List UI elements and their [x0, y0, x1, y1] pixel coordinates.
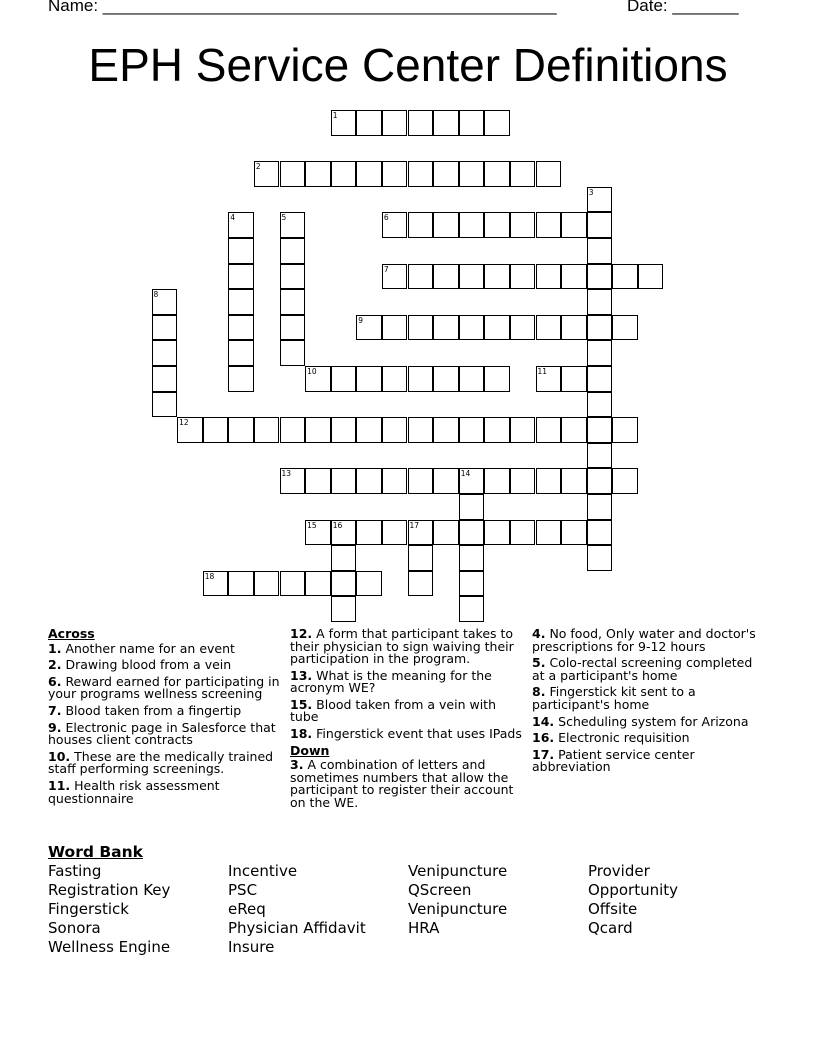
grid-cell[interactable]	[536, 212, 562, 238]
grid-cell[interactable]	[356, 315, 382, 341]
grid-cell[interactable]	[356, 571, 382, 597]
grid-cell[interactable]	[587, 494, 613, 520]
grid-cell[interactable]	[587, 315, 613, 341]
grid-cell[interactable]	[484, 366, 510, 392]
across-heading: Across	[48, 626, 95, 641]
cell-number: 1	[332, 111, 338, 120]
grid-cell[interactable]	[484, 520, 510, 546]
grid-cell[interactable]	[228, 340, 254, 366]
grid-cell[interactable]	[459, 366, 485, 392]
grid-cell[interactable]	[433, 264, 459, 290]
grid-cell[interactable]	[459, 315, 485, 341]
across-clue-1	[48, 640, 283, 656]
cell-number: 5	[281, 213, 287, 223]
word-bank-item: Fingerstick	[48, 900, 129, 918]
grid-cell[interactable]	[228, 366, 254, 392]
grid-cell[interactable]	[587, 340, 613, 366]
grid-cell[interactable]	[408, 110, 434, 136]
grid-cell[interactable]	[408, 571, 434, 597]
grid-cell[interactable]	[459, 264, 485, 290]
cell-number: 6	[383, 213, 389, 223]
grid-cell[interactable]	[408, 264, 434, 290]
word-bank-item: Provider	[588, 862, 650, 880]
clue-text: Health risk assessment questionnaire	[48, 778, 220, 806]
grid-cell[interactable]	[382, 468, 408, 494]
grid-cell[interactable]	[484, 468, 510, 494]
grid-cell[interactable]	[459, 417, 485, 443]
grid-cell[interactable]	[638, 264, 664, 290]
cell-number: 18	[204, 571, 215, 581]
grid-cell[interactable]	[228, 571, 254, 597]
grid-cell[interactable]	[587, 520, 613, 546]
across-clue-18	[290, 728, 522, 741]
grid-cell[interactable]	[228, 212, 254, 238]
grid-cell[interactable]	[484, 264, 510, 290]
grid-cell[interactable]	[587, 187, 613, 213]
across-clue-11	[48, 780, 283, 805]
grid-cell[interactable]	[280, 212, 306, 238]
word-bank-item: Incentive	[228, 862, 298, 880]
clue-text: What is the meaning for the acronym WE?	[290, 667, 492, 696]
cell-number: 11	[537, 367, 548, 376]
clue-text: Electronic page in Salesforce that houses client contracts	[48, 719, 276, 748]
down-heading: Down	[290, 742, 330, 758]
grid-cell[interactable]	[459, 571, 485, 597]
grid-cell[interactable]	[382, 520, 408, 546]
grid-cell[interactable]	[280, 468, 306, 494]
across-clue-2	[48, 659, 283, 672]
word-bank-item: Opportunity	[588, 881, 679, 899]
across-clue-6	[48, 673, 283, 702]
grid-cell[interactable]	[433, 212, 459, 238]
cell-number: 16	[332, 520, 343, 530]
across-clues-column-1	[48, 628, 283, 809]
grid-cell[interactable]	[459, 596, 485, 622]
grid-cell[interactable]	[612, 264, 638, 290]
clue-number: 6.	[48, 673, 62, 689]
grid-cell[interactable]	[177, 417, 203, 443]
across-clue-12	[290, 628, 522, 666]
clue-number: 14.	[532, 713, 555, 729]
grid-cell[interactable]	[561, 520, 587, 546]
cell-number: 9	[358, 315, 364, 325]
clue-text: Scheduling system for Arizona	[558, 713, 749, 729]
grid-cell[interactable]	[587, 392, 613, 418]
across-clue-9	[48, 719, 283, 748]
word-bank-title: Word Bank	[48, 843, 143, 861]
grid-cell[interactable]	[536, 417, 562, 443]
grid-cell[interactable]	[561, 417, 587, 443]
word-bank-item: Wellness Engine	[48, 938, 171, 956]
grid-cell[interactable]	[459, 212, 485, 238]
word-bank-item: Sonora	[48, 919, 101, 937]
word-bank-column	[588, 862, 678, 938]
clue-number: 2.	[48, 657, 62, 673]
grid-cell[interactable]	[152, 340, 178, 366]
cell-number: 8	[153, 290, 159, 300]
word-bank-item: PSC	[228, 881, 258, 899]
grid-cell[interactable]	[459, 161, 485, 187]
word-bank-column	[228, 862, 366, 957]
word-bank-item: Qcard	[588, 919, 633, 937]
grid-cell[interactable]	[459, 110, 485, 136]
cell-number: 4	[230, 213, 236, 223]
grid-cell[interactable]	[561, 468, 587, 494]
grid-cell[interactable]	[459, 468, 485, 494]
cell-number: 3	[588, 187, 594, 197]
grid-cell[interactable]	[484, 315, 510, 341]
grid-cell[interactable]	[228, 315, 254, 341]
cell-number: 10	[307, 367, 317, 376]
word-bank-item: Venipuncture	[408, 862, 508, 880]
grid-cell[interactable]	[280, 340, 306, 366]
across-clue-13	[290, 667, 522, 696]
cell-number: 7	[383, 264, 389, 274]
clue-number: 15.	[290, 696, 313, 712]
cell-number: 14	[460, 469, 471, 479]
grid-cell[interactable]	[356, 366, 382, 392]
clue-text: Colo-rectal screening completed at a participant's home	[532, 655, 753, 683]
grid-cell[interactable]	[484, 212, 510, 238]
grid-cell[interactable]	[408, 366, 434, 392]
grid-cell[interactable]	[152, 392, 178, 418]
grid-cell[interactable]	[228, 289, 254, 315]
word-bank-item: Registration Key	[48, 881, 171, 899]
grid-cell[interactable]	[484, 110, 510, 136]
clue-number: 7.	[48, 703, 62, 719]
cell-number: 2	[255, 162, 261, 172]
clue-text: A combination of letters and sometimes numbers that allow the participant to register their account on the WE.	[290, 757, 514, 810]
word-bank-item: HRA	[408, 919, 440, 937]
clue-text: Fingerstick event that uses IPads	[316, 726, 522, 742]
grid-cell[interactable]	[305, 468, 331, 494]
grid-cell[interactable]	[152, 289, 178, 315]
grid-cell[interactable]	[382, 212, 408, 238]
grid-cell[interactable]	[510, 520, 536, 546]
clue-number: 9.	[48, 719, 62, 735]
grid-cell[interactable]	[356, 110, 382, 136]
grid-cell[interactable]	[587, 264, 613, 290]
clue-text: These are the medically trained staff performing screenings.	[48, 748, 274, 777]
grid-cell[interactable]	[587, 238, 613, 264]
grid-cell[interactable]	[408, 417, 434, 443]
clue-number: 4.	[532, 626, 546, 641]
grid-cell[interactable]	[331, 417, 357, 443]
down-clue-4	[532, 628, 767, 653]
clue-text: Blood taken from a fingertip	[65, 703, 242, 719]
clue-number: 3.	[290, 757, 304, 773]
page-title: EPH Service Center Definitions	[88, 39, 728, 91]
down-clue-17	[532, 746, 767, 775]
word-bank-item: Offsite	[588, 900, 638, 918]
cell-number: 13	[281, 469, 292, 479]
word-bank-item: Insure	[228, 938, 275, 956]
grid-cell[interactable]	[382, 264, 408, 290]
grid-cell[interactable]	[382, 315, 408, 341]
grid-cell[interactable]	[382, 110, 408, 136]
clue-text: Fingerstick kit sent to a participant's home	[532, 684, 696, 712]
grid-cell[interactable]	[331, 161, 357, 187]
grid-cell[interactable]	[433, 366, 459, 392]
grid-cell[interactable]	[408, 520, 434, 546]
grid-cell[interactable]	[152, 366, 178, 392]
grid-cell[interactable]	[408, 468, 434, 494]
grid-cell[interactable]	[536, 161, 562, 187]
grid-cell[interactable]	[561, 264, 587, 290]
grid-cell[interactable]	[356, 468, 382, 494]
name-field-label: Name: ________________________________________________	[48, 0, 557, 15]
clue-text: Reward earned for participating in your programs wellness screening	[48, 673, 280, 702]
grid-cell[interactable]	[382, 417, 408, 443]
clue-number: 17.	[532, 746, 555, 762]
clue-text: Electronic requisition	[558, 730, 690, 746]
grid-cell[interactable]	[433, 468, 459, 494]
grid-cell[interactable]	[510, 264, 536, 290]
clue-number: 11.	[48, 778, 71, 794]
word-bank-item: QScreen	[408, 881, 472, 899]
grid-cell[interactable]	[612, 417, 638, 443]
grid-cell[interactable]	[433, 520, 459, 546]
grid-cell[interactable]	[561, 366, 587, 392]
word-bank-item: Physician Affidavit	[228, 919, 366, 937]
grid-cell[interactable]	[510, 161, 536, 187]
clue-number: 5.	[532, 655, 546, 671]
cell-number: 17	[409, 520, 420, 530]
clue-text: Another name for an event	[65, 640, 235, 656]
down-clue-5	[532, 657, 767, 682]
down-clue-3	[290, 759, 522, 809]
clue-text: Drawing blood from a vein	[65, 657, 232, 673]
clue-number: 10.	[48, 748, 71, 764]
down-clue-8	[532, 686, 767, 711]
grid-cell[interactable]	[305, 571, 331, 597]
grid-cell[interactable]	[587, 289, 613, 315]
grid-cell[interactable]	[612, 468, 638, 494]
grid-cell[interactable]	[612, 315, 638, 341]
clue-number: 12.	[290, 626, 313, 641]
grid-cell[interactable]	[536, 366, 562, 392]
down-clues-column-3	[532, 628, 767, 778]
grid-cell[interactable]	[254, 417, 280, 443]
grid-cell[interactable]	[356, 417, 382, 443]
clue-number: 8.	[532, 684, 546, 700]
grid-cell[interactable]	[356, 520, 382, 546]
grid-cell[interactable]	[433, 161, 459, 187]
grid-cell[interactable]	[587, 417, 613, 443]
grid-cell[interactable]	[536, 468, 562, 494]
clue-number: 16.	[532, 730, 555, 746]
across-clue-15	[290, 696, 522, 725]
grid-cell[interactable]	[484, 161, 510, 187]
word-bank-column	[48, 862, 170, 957]
grid-cell[interactable]	[408, 212, 434, 238]
down-clue-16	[532, 732, 767, 745]
across-clue-7	[48, 705, 283, 718]
across-clue-10	[48, 748, 283, 777]
grid-cell[interactable]	[305, 366, 331, 392]
clue-text: Blood taken from a vein with tube	[290, 696, 497, 725]
grid-cell[interactable]	[433, 417, 459, 443]
grid-cell[interactable]	[356, 161, 382, 187]
grid-cell[interactable]	[561, 315, 587, 341]
grid-cell[interactable]	[228, 238, 254, 264]
grid-cell[interactable]	[280, 264, 306, 290]
grid-cell[interactable]	[228, 264, 254, 290]
grid-cell[interactable]	[510, 212, 536, 238]
grid-cell[interactable]	[587, 545, 613, 571]
grid-cell[interactable]	[459, 520, 485, 546]
grid-cell[interactable]	[305, 520, 331, 546]
grid-cell[interactable]	[536, 315, 562, 341]
grid-cell[interactable]	[587, 443, 613, 469]
grid-cell[interactable]	[331, 571, 357, 597]
grid-cell[interactable]	[305, 417, 331, 443]
grid-cell[interactable]	[280, 238, 306, 264]
grid-cell[interactable]	[561, 212, 587, 238]
grid-cell[interactable]	[459, 545, 485, 571]
grid-cell[interactable]	[331, 468, 357, 494]
date-field-label: Date: _______	[627, 0, 739, 15]
grid-cell[interactable]	[433, 110, 459, 136]
clues-column-2	[290, 628, 522, 813]
grid-cell[interactable]	[536, 520, 562, 546]
grid-cell[interactable]	[408, 545, 434, 571]
grid-cell[interactable]	[280, 417, 306, 443]
clue-text: No food, Only water and doctor's prescriptions for 9-12 hours	[532, 626, 756, 654]
grid-cell[interactable]	[459, 494, 485, 520]
grid-cell[interactable]	[331, 110, 357, 136]
cell-number: 15	[307, 520, 317, 530]
grid-cell[interactable]	[510, 417, 536, 443]
grid-cell[interactable]	[331, 520, 357, 546]
grid-cell[interactable]	[305, 161, 331, 187]
grid-cell[interactable]	[331, 596, 357, 622]
clue-number: 1.	[48, 640, 62, 656]
grid-cell[interactable]	[382, 161, 408, 187]
word-bank-column	[408, 862, 507, 938]
grid-cell[interactable]	[587, 366, 613, 392]
grid-cell[interactable]	[408, 161, 434, 187]
grid-cell[interactable]	[331, 545, 357, 571]
clue-text: A form that participant takes to their physician to sign waiving their participation in the program.	[290, 626, 514, 666]
grid-cell[interactable]	[536, 264, 562, 290]
grid-cell[interactable]	[433, 315, 459, 341]
clue-number: 18.	[290, 726, 313, 742]
grid-cell[interactable]	[510, 468, 536, 494]
grid-cell[interactable]	[203, 417, 229, 443]
grid-cell[interactable]	[203, 571, 229, 597]
grid-cell[interactable]	[280, 161, 306, 187]
word-bank-item: Fasting	[48, 862, 102, 880]
grid-cell[interactable]	[587, 212, 613, 238]
grid-cell[interactable]	[382, 366, 408, 392]
grid-cell[interactable]	[408, 315, 434, 341]
grid-cell[interactable]	[510, 315, 536, 341]
down-clue-14	[532, 713, 767, 729]
word-bank-item: Venipuncture	[408, 900, 508, 918]
grid-cell[interactable]	[280, 315, 306, 341]
grid-cell[interactable]	[331, 366, 357, 392]
clue-text: Patient service center abbreviation	[532, 746, 695, 775]
word-bank-item: eReq	[228, 900, 266, 918]
grid-cell[interactable]	[484, 417, 510, 443]
grid-cell[interactable]	[280, 289, 306, 315]
grid-cell[interactable]	[228, 417, 254, 443]
clue-number: 13.	[290, 667, 313, 683]
grid-cell[interactable]	[280, 571, 306, 597]
grid-cell[interactable]	[254, 571, 280, 597]
grid-cell[interactable]	[254, 161, 280, 187]
grid-cell[interactable]	[587, 468, 613, 494]
cell-number: 12	[179, 418, 189, 428]
grid-cell[interactable]	[152, 315, 178, 341]
